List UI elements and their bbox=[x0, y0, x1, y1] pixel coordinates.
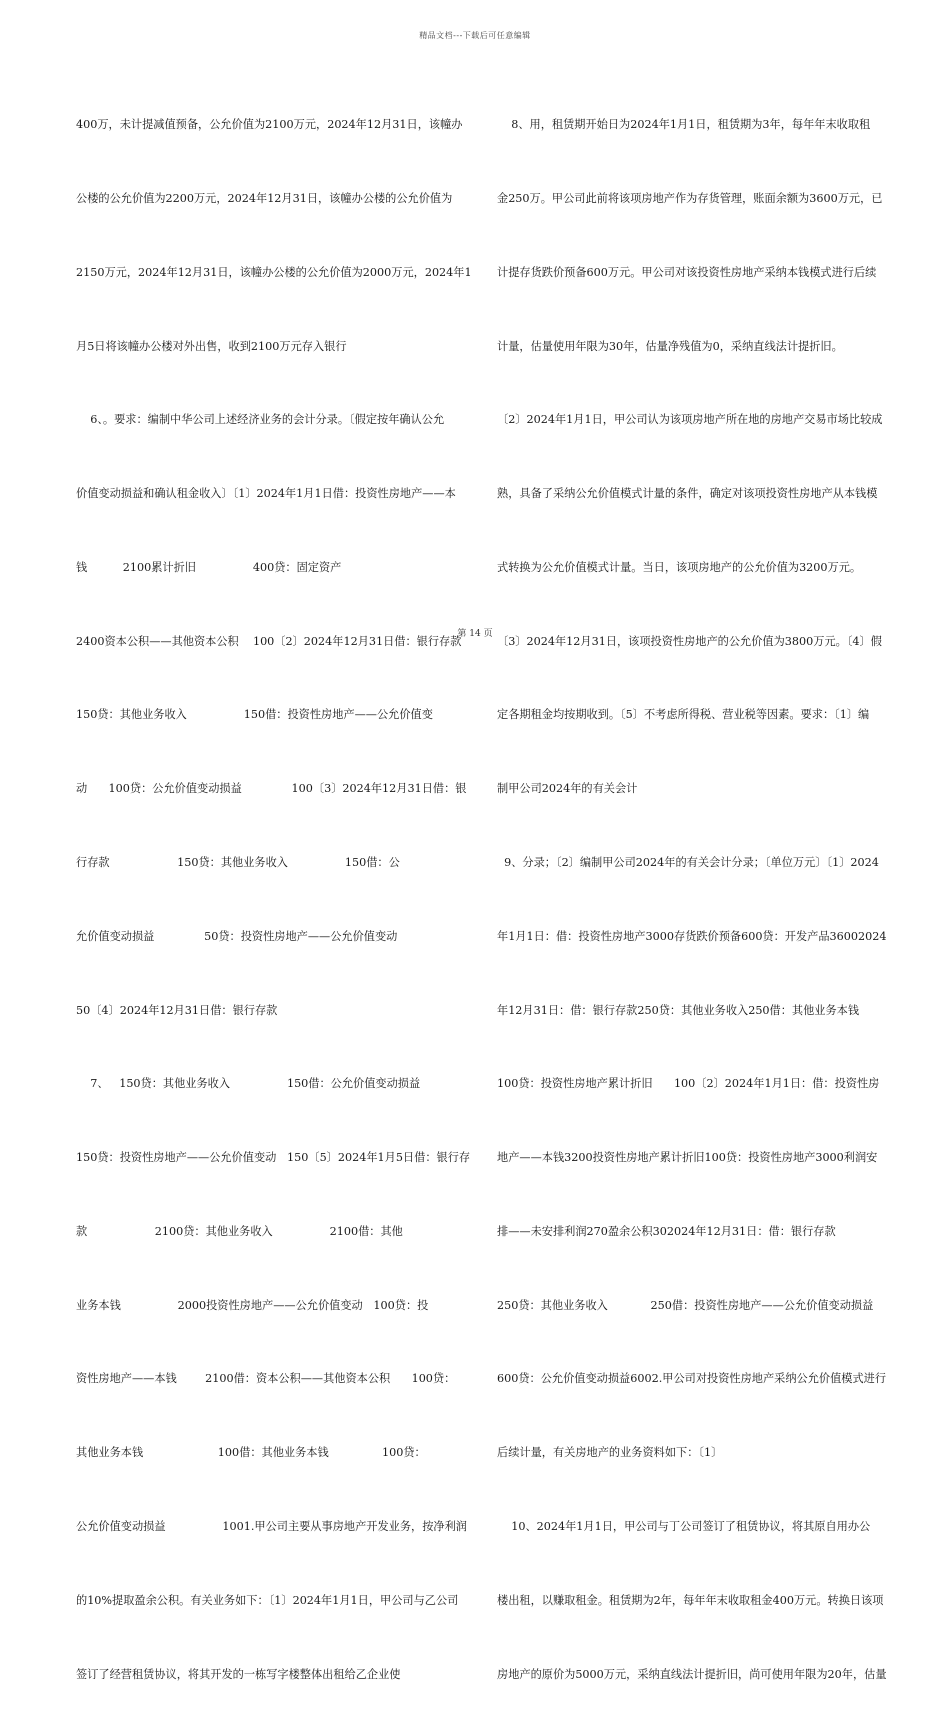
text-line: 计量，估量使用年限为30年，估量净残值为0，采纳直线法计提折旧。 bbox=[497, 339, 843, 353]
text-line: 年12月31日：借：银行存款250贷：其他业务收入250借：其他业务本钱 bbox=[497, 1003, 860, 1017]
text-line: 600贷：公允价值变动损益6002.甲公司对投资性房地产采纳公允价值模式进行 bbox=[497, 1372, 887, 1386]
text-line: 150贷：投资性房地产——公允价值变动 150〔5〕2024年1月5日借：银行存 bbox=[76, 1151, 471, 1165]
text-line: 9、分录；〔2〕编制甲公司2024年的有关会计分录；〔单位万元〕〔1〕2024 bbox=[497, 856, 879, 869]
text-line: 金250万。甲公司此前将该项房地产作为存货管理，账面余额为3600万元，已 bbox=[497, 191, 883, 205]
text-line: 行存款 150贷：其他业务收入 150借：公 bbox=[76, 856, 400, 869]
text-line: 计提存货跌价预备600万元。甲公司对该投资性房地产采纳本钱模式进行后续 bbox=[497, 265, 877, 279]
left-text-column bbox=[76, 64, 471, 1712]
text-line: 签订了经营租赁协议，将其开发的一栋写字楼整体出租给乙企业使 bbox=[76, 1667, 401, 1681]
text-line: 150贷：其他业务收入 150借：投资性房地产——公允价值变 bbox=[76, 708, 433, 722]
text-line: 房地产的原价为5000万元，采纳直线法计提折旧，尚可使用年限为20年，估量 bbox=[497, 1667, 887, 1681]
text-line: 动 100贷：公允价值变动损益 100〔3〕2024年12月31日借：银 bbox=[76, 782, 467, 796]
right-text-column bbox=[497, 64, 887, 1712]
page-number: 第 14 页 bbox=[457, 629, 493, 639]
text-line: 熟，具备了采纳公允价值模式计量的条件，确定对该项投资性房地产从本钱模 bbox=[497, 487, 878, 501]
text-line: 价值变动损益和确认租金收入〕〔1〕2024年1月1日借：投资性房地产——本 bbox=[76, 487, 456, 501]
text-line: 业务本钱 2000投资性房地产——公允价值变动 100贷：投 bbox=[76, 1298, 429, 1312]
text-line: 公楼的公允价值为2200万元，2024年12月31日，该幢办公楼的公允价值为 bbox=[76, 191, 453, 205]
text-line: 其他业务本钱 100借：其他业务本钱 100贷： bbox=[76, 1446, 426, 1460]
text-line: 款 2100贷：其他业务收入 2100借：其他 bbox=[76, 1224, 403, 1238]
text-line: 400万，未计提减值预备，公允价值为2100万元，2024年12月31日，该幢办 bbox=[76, 118, 463, 132]
text-line: 月5日将该幢办公楼对外出售，收到2100万元存入银行 bbox=[76, 339, 347, 353]
text-line: 7、 150贷：其他业务收入 150借：公允价值变动损益 bbox=[76, 1077, 421, 1091]
text-line: 定各期租金均按期收到。〔5〕不考虑所得税、营业税等因素。要求：〔1〕编 bbox=[497, 708, 870, 722]
text-line: 排——未安排利润270盈余公积302024年12月31日：借：银行存款 bbox=[497, 1224, 836, 1238]
page-header: 精品文档---下载后可任意编辑 bbox=[419, 31, 531, 40]
text-line: 楼出租，以赚取租金。租赁期为2年，每年年末收取租金400万元。转换日该项 bbox=[497, 1593, 884, 1607]
text-line: 资性房地产——本钱 2100借：资本公积——其他资本公积 100贷： bbox=[76, 1372, 456, 1386]
text-line: 的10%提取盈余公积。有关业务如下：〔1〕2024年1月1日，甲公司与乙公司 bbox=[76, 1593, 459, 1607]
text-line: 10、2024年1月1日，甲公司与丁公司签订了租赁协议，将其原自用办公 bbox=[497, 1520, 871, 1534]
text-line: 后续计量，有关房地产的业务资料如下：〔1〕 bbox=[497, 1446, 723, 1460]
text-line: 6、。要求：编制中华公司上述经济业务的会计分录。〔假定按年确认公允 bbox=[76, 413, 445, 427]
text-line: 〔3〕2024年12月31日，该项投资性房地产的公允价值为3800万元。〔4〕假 bbox=[497, 634, 882, 648]
text-line: 制甲公司2024年的有关会计 bbox=[497, 782, 638, 796]
text-line: 8、用，租赁期开始日为2024年1月1日，租赁期为3年，每年年末收取租 bbox=[497, 118, 871, 132]
text-line: 〔2〕2024年1月1日，甲公司认为该项房地产所在地的房地产交易市场比较成 bbox=[497, 413, 883, 427]
text-line: 50〔4〕2024年12月31日借：银行存款 bbox=[76, 1003, 278, 1017]
text-line: 式转换为公允价值模式计量。当日，该项房地产的公允价值为3200万元。 bbox=[497, 560, 862, 574]
text-line: 2400资本公积——其他资本公积 100〔2〕2024年12月31日借：银行存款 bbox=[76, 634, 462, 648]
text-line: 250贷：其他业务收入 250借：投资性房地产——公允价值变动损益 bbox=[497, 1298, 874, 1312]
text-line: 100贷：投资性房地产累计折旧 100〔2〕2024年1月1日：借：投资性房 bbox=[497, 1077, 880, 1091]
text-line: 公允价值变动损益 1001.甲公司主要从事房地产开发业务，按净利润 bbox=[76, 1520, 467, 1534]
text-line: 2150万元，2024年12月31日，该幢办公楼的公允价值为2000万元，2024年1 bbox=[76, 265, 472, 279]
text-line: 钱 2100累计折旧 400贷：固定资产 bbox=[76, 560, 342, 574]
text-line: 地产——本钱3200投资性房地产累计折旧100贷：投资性房地产3000利润安 bbox=[497, 1151, 878, 1165]
text-line: 允价值变动损益 50贷：投资性房地产——公允价值变动 bbox=[76, 929, 398, 943]
text-line: 年1月1日：借：投资性房地产3000存货跌价预备600贷：开发产品36002024 bbox=[497, 929, 887, 943]
